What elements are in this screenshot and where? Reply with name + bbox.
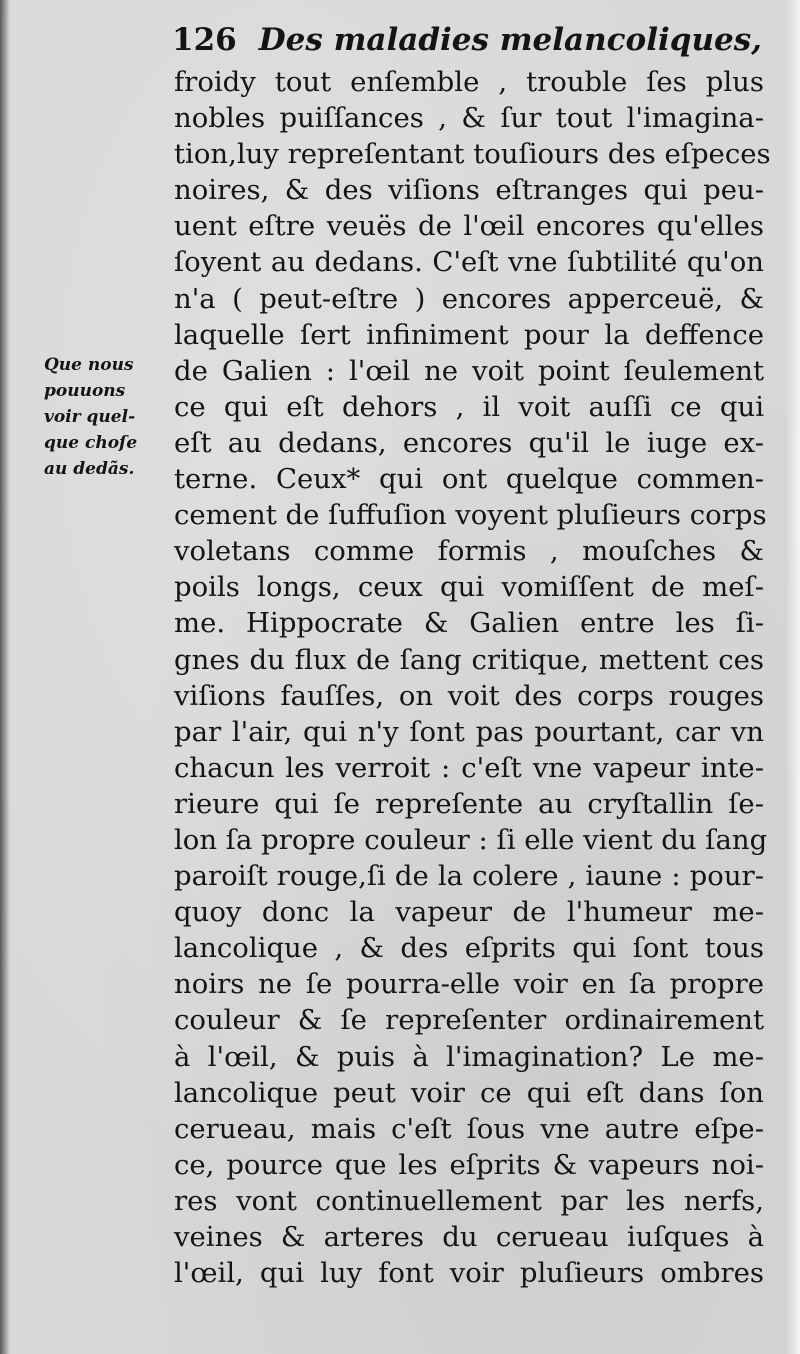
text-line: viſions fauſſes, on voit des corps rouges (174, 679, 764, 712)
body-text (174, 64, 771, 1291)
text-line: tion,luy repreſentant touſiours des eſpeces (174, 138, 771, 171)
text-line: lancolique , & des eſprits qui ſont tous (174, 932, 764, 965)
margin-note (44, 352, 172, 482)
text-line: voletans comme formis , mouſches & (174, 535, 764, 568)
text-line: n'a ( peut-eſtre ) encores apperceuë, & (174, 282, 764, 315)
text-line: rieure qui ſe repreſente au cryſtallin ſe- (174, 787, 764, 820)
text-line: me. Hippocrate & Galien entre les ſi- (174, 607, 764, 640)
text-line: poils longs, ceux qui vomiſſent de meſ- (174, 571, 764, 604)
text-line: veines & arteres du cerueau iuſques à (174, 1221, 764, 1253)
text-line: lancolique peut voir ce qui eſt dans ſon (174, 1076, 764, 1109)
margin-note-line: pouuons (44, 381, 126, 401)
text-line: gnes du flux de ſang critique, mettent ces (174, 643, 764, 676)
text-line: lon ſa propre couleur : ſi elle vient du ſang (174, 823, 768, 856)
text-line: par l'air, qui n'y ſont pas pourtant, car vn (174, 715, 764, 748)
gutter-shadow (0, 0, 10, 1354)
text-line: laquelle ſert infiniment pour la deffence (174, 318, 764, 351)
text-line: chacun les verroit : c'eſt vne vapeur inte- (174, 751, 764, 784)
text-line: de Galien : l'œil ne voit point ſeulement (174, 354, 764, 387)
text-line: couleur & ſe repreſenter ordinairement (174, 1004, 764, 1037)
text-line: cerueau, mais c'eſt ſous vne autre eſpe- (174, 1112, 764, 1145)
margin-note-line: que choſe (44, 433, 138, 453)
text-line: res vont continuellement par les nerfs, (174, 1184, 764, 1217)
text-line: eſt au dedans, encores qu'il le iuge ex- (174, 426, 764, 459)
running-head: Des maladies melancoliques, (258, 22, 762, 58)
text-line: à l'œil, & puis à l'imagination? Le me- (174, 1040, 764, 1073)
margin-note-line: au dedãs. (44, 459, 135, 479)
text-line: l'œil, qui luy font voir pluſieurs ombres (174, 1257, 764, 1290)
page-header (172, 22, 762, 66)
margin-note-line: voir quel- (44, 407, 136, 427)
text-line: quoy donc la vapeur de l'humeur me- (174, 896, 764, 929)
page-number: 126 (172, 22, 237, 58)
text-line: ce qui eſt dehors , il voit auſſi ce qui (174, 390, 764, 423)
text-line: noires, & des viſions eſtranges qui peu- (174, 174, 764, 207)
page-edge (786, 0, 800, 1354)
text-line: cement de ſuffuſion voyent pluſieurs corps (174, 499, 767, 532)
text-line: noirs ne ſe pourra-elle voir en ſa propre (174, 968, 764, 1001)
text-line: uent eſtre veuës de l'œil encores qu'elles (174, 210, 764, 243)
margin-note-line: Que nous (44, 355, 134, 375)
text-line: froidy tout enſemble , trouble ſes plus (174, 66, 764, 98)
text-line: terne. Ceux* qui ont quelque commen- (174, 463, 764, 496)
text-line: ſoyent au dedans. C'eſt vne ſubtilité qu'on (174, 246, 764, 279)
text-line: paroiſt rouge,ſi de la colere , iaune : pour- (174, 860, 764, 893)
text-line: nobles puiſſances , & ſur tout l'imagina- (174, 102, 764, 135)
text-line: ce, pource que les eſprits & vapeurs noi- (174, 1148, 764, 1181)
